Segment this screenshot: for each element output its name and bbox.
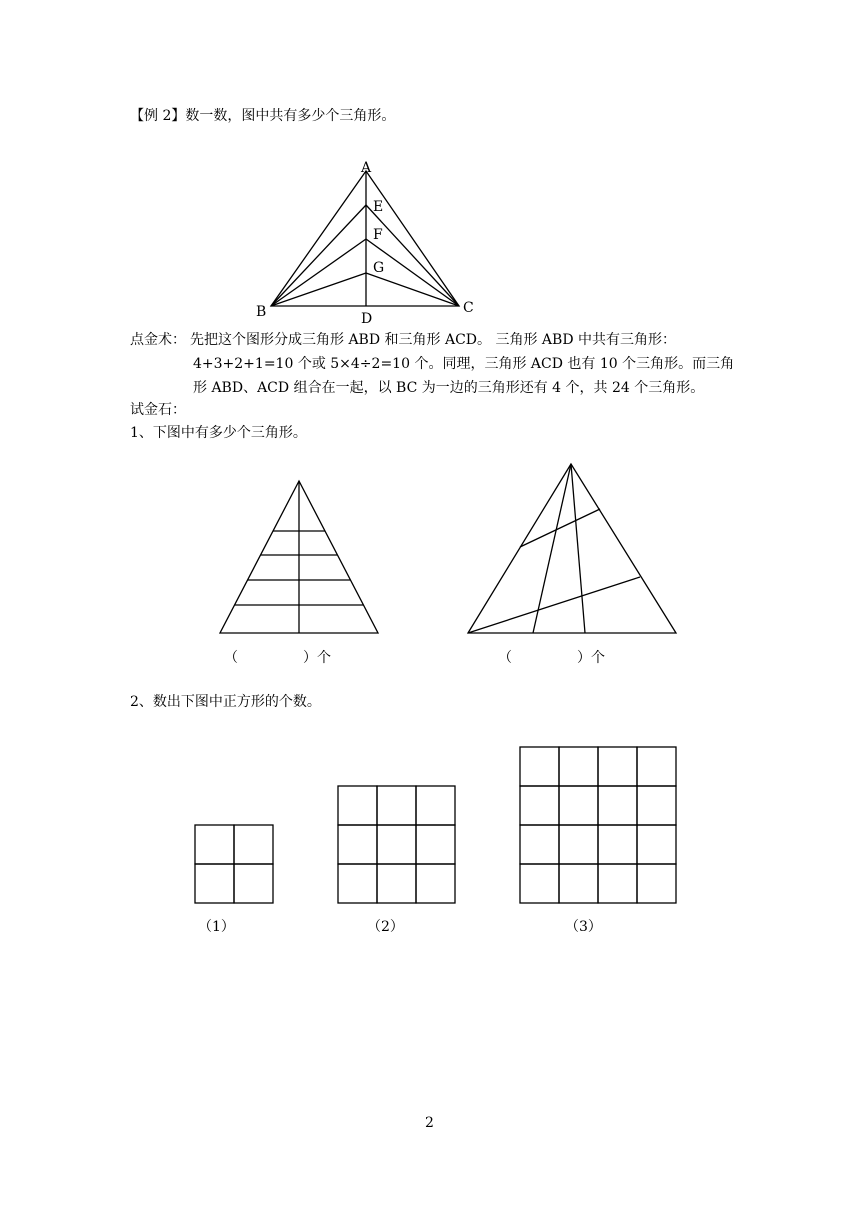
segment-ec	[366, 205, 459, 306]
point-f-label: F	[373, 227, 383, 243]
right-outer-triangle	[468, 464, 676, 633]
practice-title: 试金石：	[130, 402, 186, 418]
practice-triangle-left	[220, 481, 378, 633]
grid-cell	[637, 864, 676, 903]
point-d-label: D	[361, 311, 373, 327]
point-c-label: C	[463, 300, 474, 316]
grid-cell	[637, 786, 676, 825]
grid-cell	[338, 825, 377, 864]
right-cross-line-2	[468, 577, 640, 633]
grid-cell	[234, 864, 273, 903]
practice-triangle-right	[468, 464, 676, 633]
grid-cell	[195, 864, 234, 903]
grid-cell	[637, 825, 676, 864]
segment-gc	[366, 273, 459, 306]
point-g-label: G	[373, 260, 385, 276]
grid-cell	[559, 786, 598, 825]
tip-label: 点金术：	[130, 332, 186, 348]
grid-cell	[598, 825, 637, 864]
example-triangle-figure	[271, 171, 459, 306]
question-1: 1、下图中有多少个三角形。	[130, 425, 307, 441]
answer-left-close: ）个	[303, 650, 331, 666]
segment-be	[271, 205, 366, 306]
grid-cell	[338, 786, 377, 825]
right-cevian-1	[533, 464, 571, 633]
grid-caption-1: （1）	[198, 919, 235, 935]
grid-cell	[416, 864, 455, 903]
grid-cell	[416, 825, 455, 864]
segment-bg	[271, 273, 366, 306]
grid-cell	[520, 825, 559, 864]
tip-line-1: 先把这个图形分成三角形 ABD 和三角形 ACD。 三角形 ABD 中共有三角形：	[190, 332, 676, 348]
answer-right-close: ）个	[577, 650, 605, 666]
tip-line-3: 形 ABD、ACD 组合在一起，以 BC 为一边的三角形还有 4 个，共 24 个三角形。	[193, 380, 705, 396]
grid-cell	[559, 747, 598, 786]
answer-left-open: （	[224, 650, 238, 666]
right-cevian-2	[571, 464, 585, 633]
grid-cell	[637, 747, 676, 786]
point-b-label: B	[256, 304, 267, 320]
grid-cell	[377, 864, 416, 903]
grid-cell	[377, 786, 416, 825]
square-grid-4x4	[520, 747, 676, 903]
grid-cell	[598, 747, 637, 786]
segment-fc	[366, 239, 459, 306]
grid-cell	[598, 864, 637, 903]
grid-cell	[416, 786, 455, 825]
page-number: 2	[425, 1115, 434, 1131]
question-2: 2、数出下图中正方形的个数。	[130, 694, 321, 710]
grid-cell	[520, 747, 559, 786]
grid-cell	[520, 786, 559, 825]
grid-cell	[598, 786, 637, 825]
grid-cell	[377, 825, 416, 864]
point-e-label: E	[373, 199, 384, 215]
point-a-label: A	[361, 160, 372, 176]
tip-line-2: 4+3+2+1=10 个或 5×4÷2=10 个。同理，三角形 ACD 也有 10 个三角形。而三角	[193, 356, 735, 372]
grid-caption-3: （3）	[565, 919, 602, 935]
square-grid-3x3	[338, 786, 455, 903]
example-heading: 【例 2】数一数，图中共有多少个三角形。	[130, 108, 396, 124]
grid-cell	[520, 864, 559, 903]
grid-caption-2: （2）	[367, 919, 404, 935]
segment-bf	[271, 239, 366, 306]
grid-cell	[234, 825, 273, 864]
grid-cell	[559, 825, 598, 864]
grid-cell	[338, 864, 377, 903]
grid-cell	[559, 864, 598, 903]
square-grid-2x2	[195, 825, 273, 903]
answer-right-open: （	[498, 650, 512, 666]
grid-cell	[195, 825, 234, 864]
